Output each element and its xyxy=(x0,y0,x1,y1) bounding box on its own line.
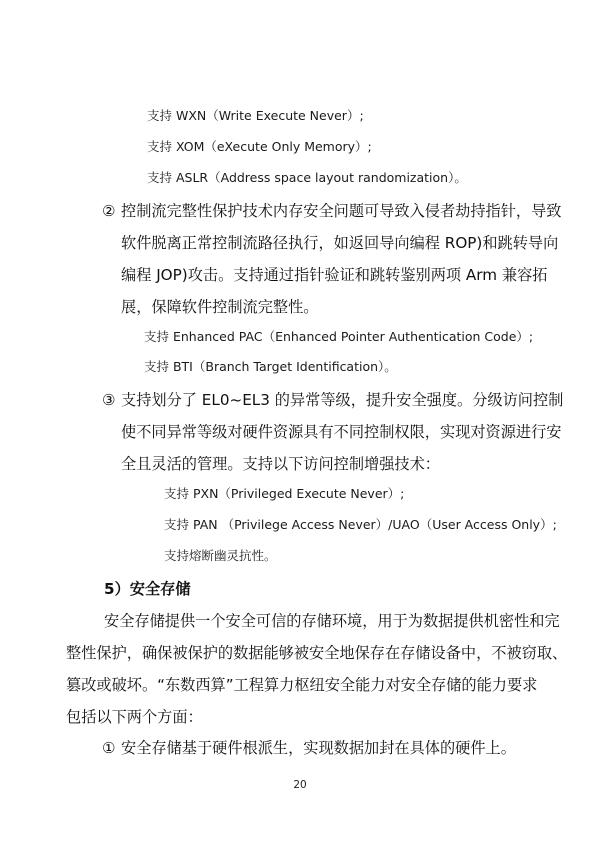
section-paragraph-line-4: 包括以下两个方面： xyxy=(66,708,203,726)
support-xom-item: 支持 XOM（eXecute Only Memory）; xyxy=(147,139,372,154)
point-2-line-1: 控制流完整性保护技术内存安全问题可导致入侵者劫持指针，导致 xyxy=(121,202,562,220)
point-2-line-3: 编程 JOP)攻击。支持通过指针验证和跳转鉴别两项 Arm 兼容拓 xyxy=(121,266,548,284)
support-wxn-item: 支持 WXN（Write Execute Never）; xyxy=(147,108,364,123)
point-3-line-1: 支持划分了 EL0~EL3 的异常等级，提升安全强度。分级访问控制 xyxy=(121,391,564,409)
point-3-marker: ③ xyxy=(102,391,116,409)
support-pac-item: 支持 Enhanced PAC（Enhanced Pointer Authentication Code）; xyxy=(144,329,534,344)
point-2-line-4: 展，保障软件控制流完整性。 xyxy=(121,298,319,316)
point-2-marker: ② xyxy=(102,202,116,220)
section-paragraph-line-3: 篡改或破坏。“东数西算”工程算力枢纽安全能力对安全存储的能力要求 xyxy=(66,676,538,694)
support-melt-item: 支持熔断幽灵抗性。 xyxy=(164,548,277,563)
support-pxn-item: 支持 PXN（Privileged Execute Never）; xyxy=(164,486,405,501)
point-2-line-2: 软件脱离正常控制流路径执行，如返回导向编程 ROP)和跳转导向 xyxy=(121,234,559,252)
section-heading: 5）安全存储 xyxy=(104,580,191,598)
support-bti-item: 支持 BTI（Branch Target Identification）。 xyxy=(144,359,397,374)
storage-point-1-marker: ① xyxy=(102,739,116,757)
point-3-line-3: 全且灵活的管理。支持以下访问控制增强技术： xyxy=(121,455,440,473)
support-aslr-item: 支持 ASLR（Address space layout randomization）。 xyxy=(147,170,467,185)
point-3-line-2: 使不同异常等级对硬件资源具有不同控制权限，实现对资源进行安 xyxy=(121,423,562,441)
storage-point-1-text: 安全存储基于硬件根派生，实现数据加封在具体的硬件上。 xyxy=(121,739,516,757)
support-pan-item: 支持 PAN （Privilege Access Never）/UAO（User Access Only）; xyxy=(164,517,557,532)
section-paragraph-line-2: 整性保护，确保被保护的数据能够被安全地保存在存储设备中，不被窃取、 xyxy=(66,644,568,662)
page-number: 20 xyxy=(293,779,307,791)
section-paragraph-line-1: 安全存储提供一个安全可信的存储环境，用于为数据提供机密性和完 xyxy=(104,612,560,630)
